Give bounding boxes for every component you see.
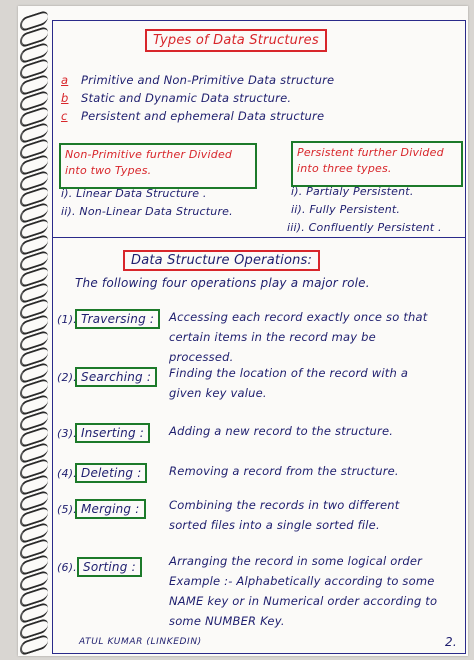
type-letter: b — [61, 91, 69, 105]
type-text: Static and Dynamic Data structure. — [81, 91, 292, 105]
author-footer: ATUL KUMAR (LINKEDIN) — [79, 637, 202, 647]
op-number: (5). — [57, 503, 77, 516]
non-primitive-item: i). Linear Data Structure . — [61, 187, 207, 200]
type-item-b — [61, 91, 291, 105]
op-number: (6). — [57, 561, 77, 574]
operations-title: Data Structure Operations: — [123, 250, 320, 271]
op-desc-traversing: Accessing each record exactly once so that certain items in the record may be processed. — [169, 310, 428, 364]
types-title: Types of Data Structures — [145, 29, 327, 52]
type-text: Primitive and Non-Primitive Data structure — [81, 73, 335, 87]
operations-intro: The following four operations play a major role. — [75, 276, 370, 290]
type-letter: a — [61, 73, 69, 87]
op-label-searching: Searching : — [75, 367, 157, 387]
op-number: (1). — [57, 313, 77, 326]
op-label-sorting: Sorting : — [77, 557, 142, 577]
op-label-traversing: Traversing : — [75, 309, 160, 329]
type-item-a — [61, 73, 334, 87]
op-label-merging: Merging : — [75, 499, 146, 519]
type-letter: c — [61, 109, 68, 123]
op-label-deleting: Deleting : — [75, 463, 147, 483]
op-desc-merging: Combining the records in two different sorted files into a single sorted file. — [169, 498, 400, 532]
persistent-item: i). Partialy Persistent. — [291, 185, 414, 198]
non-primitive-heading: Non-Primitive further Divided into two Types. — [59, 143, 257, 189]
page-number: 2. — [445, 635, 457, 649]
persistent-item: ii). Fully Persistent. — [291, 203, 401, 216]
persistent-item: iii). Confluently Persistent . — [287, 221, 442, 234]
op-number: (3). — [57, 427, 77, 440]
persistent-heading: Persistent further Divided into three types. — [291, 141, 463, 187]
type-item-c — [61, 109, 324, 123]
notebook-page — [18, 6, 468, 656]
op-number: (4). — [57, 467, 77, 480]
op-desc-inserting: Adding a new record to the structure. — [169, 424, 394, 438]
op-desc-deleting: Removing a record from the structure. — [169, 464, 399, 478]
op-label-inserting: Inserting : — [75, 423, 150, 443]
non-primitive-item: ii). Non-Linear Data Structure. — [61, 205, 233, 218]
type-text: Persistent and ephemeral Data structure — [81, 109, 325, 123]
section-divider — [53, 237, 465, 238]
spiral-binding — [18, 14, 48, 659]
content-frame — [52, 20, 466, 654]
op-desc-searching: Finding the location of the record with a given key value. — [169, 366, 409, 400]
op-desc-sorting: Arranging the record in some logical order Example :- Alphabetically according to some NAME key or in Numerical order according to some NUMBER Key. — [169, 554, 438, 628]
op-number: (2). — [57, 371, 77, 384]
